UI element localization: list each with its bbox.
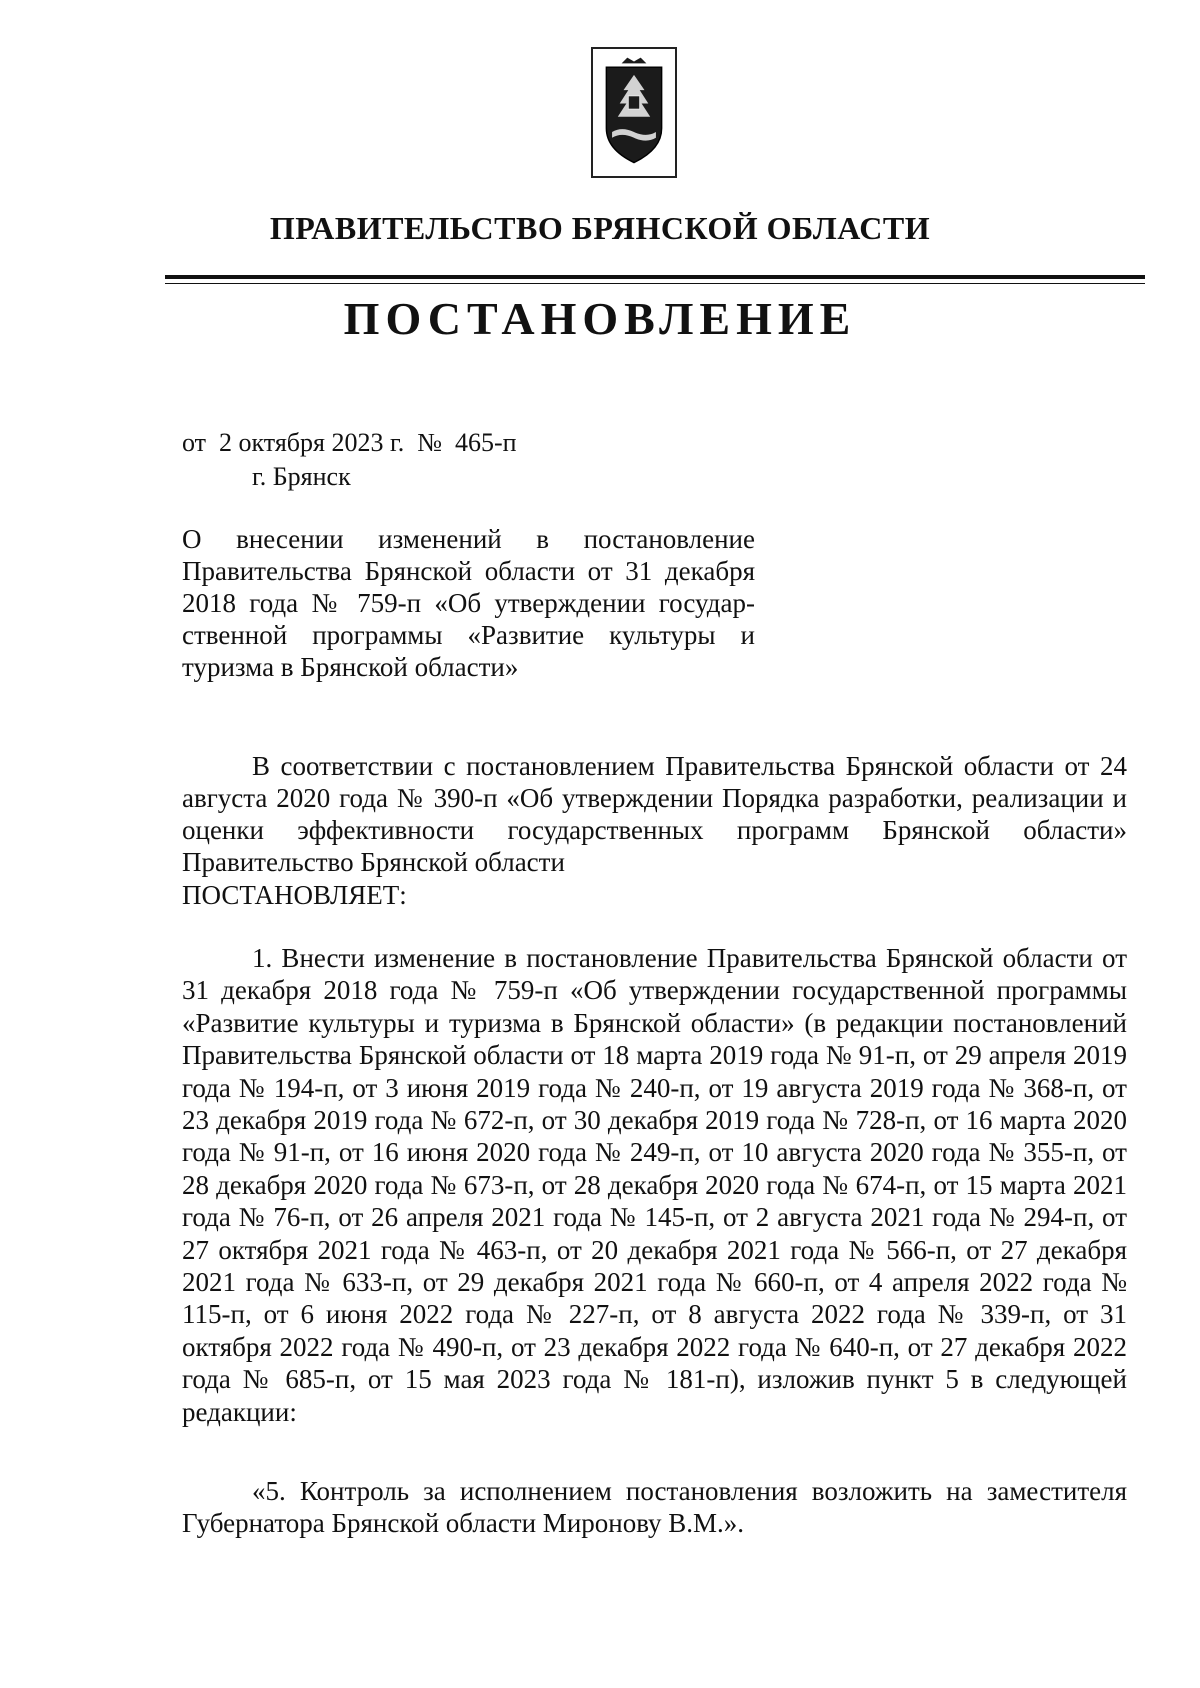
preamble-paragraph: В соответствии с постановлением Правительства Брянской области от 24 августа 2020 года № 390-п «Об утверждении Порядка разработки, реализации и оценки эффективности государственных программ Брянской области» Правительство Брянской области	[182, 751, 1127, 877]
header-rule-thick	[165, 275, 1145, 279]
header-rule-thin	[165, 283, 1145, 284]
organization-title: ПРАВИТЕЛЬСТВО БРЯНСКОЙ ОБЛАСТИ	[269, 210, 931, 246]
document-type-title: ПОСТАНОВЛЕНИЕ	[343, 293, 857, 344]
city-name: г. Брянск	[252, 462, 351, 491]
clause-1-paragraph: 1. Внести изменение в постановление Правительства Брянской области от 31 декабря 2018 года № 759-п «Об утверждении государственной программы «Развитие культуры и туризма в Брянской области» (в редакции постановлений Правительства Брянской области от 18 марта 2019 года № 91-п, от 29 апреля 2019 года № 194-п, от 3 июня 2019 года № 240-п, от 19 августа 2019 года № 368-п, от 23 декабря 2019 года № 672-п, от 30 декабря 2019 года № 728-п, от 16 марта 2020 года № 91-п, от 16 июня 2020 года № 249-п, от 10 августа 2020 года № 355-п, от 28 декабря 2020 года № 673-п, от 28 декабря 2020 года № 674-п, от 15 марта 2021 года № 76-п, от 26 апреля 2021 года № 145-п, от 2 августа 2021 года № 294-п, от 27 октября 2021 года № 463-п, от 20 декабря 2021 года № 566-п, от 27 декабря 2021 года № 633-п, от 29 декабря 2021 года № 660-п, от 4 апреля 2022 года № 115-п, от 6 июня 2022 года № 227-п, от 8 августа 2022 года № 339-п, от 31 октября 2022 года № 490-п, от 23 декабря 2022 года № 640-п, от 27 декабря 2022 года № 685-п, от 15 мая 2023 года № 181-п), изложив пункт 5 в следующей редакции:	[182, 943, 1127, 1427]
coat-of-arms-icon	[591, 47, 677, 178]
date-and-number: от 2 октября 2023 г. № 465-п	[182, 428, 517, 457]
decree-word: ПОСТАНОВЛЯЕТ:	[182, 880, 407, 910]
document-subject: О внесении изменений в постановление Правительства Брянской области от 31 декабря 2018 года № 759-п «Об утверждении государственной программы «Развитие культуры и туризма в Брянской области»	[182, 524, 755, 682]
clause-5-quote: «5. Контроль за исполнением постановления возложить на заместителя Губернатора Брянской области Миронову В.М.».	[182, 1476, 1127, 1539]
